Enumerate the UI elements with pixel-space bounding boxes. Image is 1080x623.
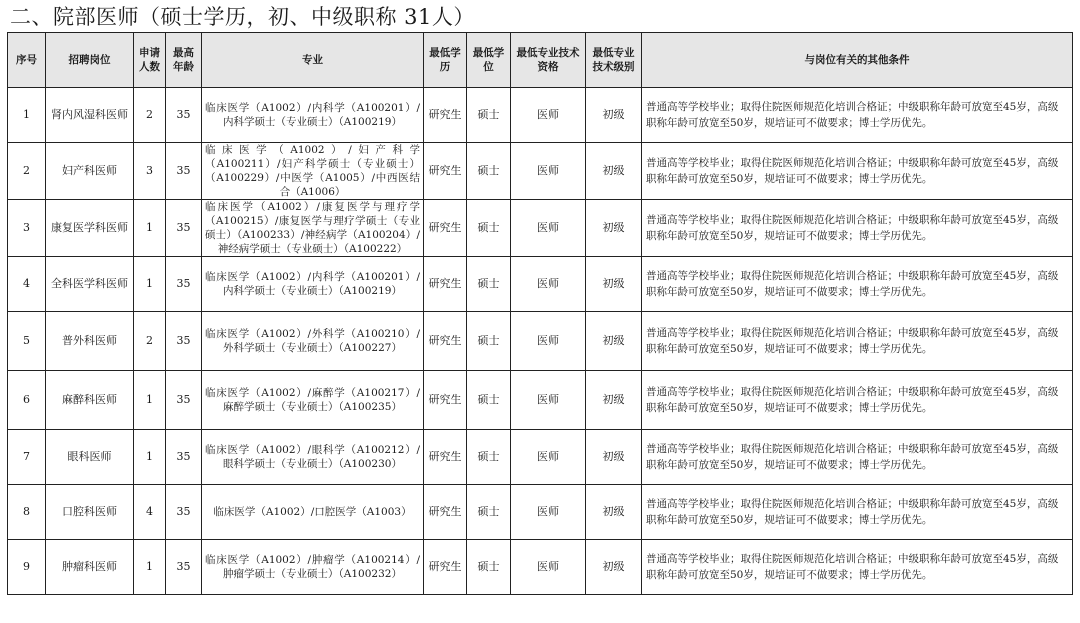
cell-degree: 硕士 [467,143,511,200]
cell-position: 肾内风湿科医师 [46,88,134,143]
cell-major: 临床医学（A1002）/眼科学（A100212）/眼科学硕士（专业硕士）（A100230） [202,430,424,485]
cell-age: 35 [166,540,202,595]
table-header-row [8,33,1073,88]
cell-other: 普通高等学校毕业；取得住院医师规范化培训合格证；中级职称年龄可放宽至45岁，高级职称年龄可放宽至50岁，规培证可不做要求；博士学历优先。 [642,371,1073,430]
recruitment-table [7,32,1073,595]
cell-other: 普通高等学校毕业；取得住院医师规范化培训合格证；中级职称年龄可放宽至45岁，高级职称年龄可放宽至50岁，规培证可不做要求；博士学历优先。 [642,430,1073,485]
cell-position: 麻醉科医师 [46,371,134,430]
header-seq: 序号 [8,33,46,88]
cell-degree: 硕士 [467,485,511,540]
table-row [8,371,1073,430]
cell-other: 普通高等学校毕业；取得住院医师规范化培训合格证；中级职称年龄可放宽至45岁，高级职称年龄可放宽至50岁，规培证可不做要求；博士学历优先。 [642,200,1073,257]
cell-seq: 3 [8,200,46,257]
table-row [8,200,1073,257]
cell-degree: 硕士 [467,257,511,312]
cell-education: 研究生 [424,312,467,371]
cell-qualification: 医师 [511,312,586,371]
cell-seq: 8 [8,485,46,540]
header-education: 最低学历 [424,33,467,88]
cell-degree: 硕士 [467,312,511,371]
cell-major: 临床医学（A1002）/肿瘤学（A100214）/肿瘤学硕士（专业硕士）（A100232） [202,540,424,595]
table-row [8,540,1073,595]
cell-degree: 硕士 [467,430,511,485]
cell-education: 研究生 [424,200,467,257]
cell-education: 研究生 [424,485,467,540]
header-qualification: 最低专业技术资格 [511,33,586,88]
cell-level: 初级 [586,540,642,595]
cell-education: 研究生 [424,257,467,312]
cell-other: 普通高等学校毕业；取得住院医师规范化培训合格证；中级职称年龄可放宽至45岁，高级职称年龄可放宽至50岁，规培证可不做要求；博士学历优先。 [642,143,1073,200]
cell-level: 初级 [586,485,642,540]
table-row [8,143,1073,200]
cell-seq: 5 [8,312,46,371]
cell-level: 初级 [586,143,642,200]
cell-other: 普通高等学校毕业；取得住院医师规范化培训合格证；中级职称年龄可放宽至45岁，高级职称年龄可放宽至50岁，规培证可不做要求；博士学历优先。 [642,312,1073,371]
page-title: 二、院部医师（硕士学历，初、中级职称 31人） [10,5,475,29]
cell-position: 全科医学科医师 [46,257,134,312]
cell-position: 肿瘤科医师 [46,540,134,595]
cell-seq: 1 [8,88,46,143]
cell-seq: 7 [8,430,46,485]
cell-age: 35 [166,430,202,485]
cell-count: 1 [134,540,166,595]
table-body [8,88,1073,595]
cell-major: 临床医学（A1002）/康复医学与理疗学（A100215）/康复医学与理疗学硕士（专业硕士）（A100233）/神经病学（A100204）/神经病学硕士（专业硕士）（A100222） [202,200,424,257]
cell-count: 1 [134,257,166,312]
cell-seq: 4 [8,257,46,312]
cell-age: 35 [166,257,202,312]
cell-count: 1 [134,200,166,257]
cell-qualification: 医师 [511,540,586,595]
cell-position: 妇产科医师 [46,143,134,200]
cell-age: 35 [166,371,202,430]
header-count: 申请人数 [134,33,166,88]
cell-position: 普外科医师 [46,312,134,371]
cell-degree: 硕士 [467,371,511,430]
cell-qualification: 医师 [511,143,586,200]
cell-age: 35 [166,88,202,143]
cell-qualification: 医师 [511,371,586,430]
table-row [8,257,1073,312]
cell-education: 研究生 [424,143,467,200]
cell-degree: 硕士 [467,200,511,257]
cell-other: 普通高等学校毕业；取得住院医师规范化培训合格证；中级职称年龄可放宽至45岁，高级职称年龄可放宽至50岁，规培证可不做要求；博士学历优先。 [642,485,1073,540]
cell-degree: 硕士 [467,88,511,143]
cell-education: 研究生 [424,430,467,485]
cell-level: 初级 [586,371,642,430]
cell-count: 1 [134,430,166,485]
cell-qualification: 医师 [511,257,586,312]
cell-level: 初级 [586,200,642,257]
cell-qualification: 医师 [511,200,586,257]
cell-other: 普通高等学校毕业；取得住院医师规范化培训合格证；中级职称年龄可放宽至45岁，高级职称年龄可放宽至50岁，规培证可不做要求；博士学历优先。 [642,540,1073,595]
header-degree: 最低学位 [467,33,511,88]
cell-level: 初级 [586,88,642,143]
cell-major: 临床医学（A1002）/内科学（A100201）/内科学硕士（专业硕士）（A100219） [202,88,424,143]
cell-qualification: 医师 [511,485,586,540]
cell-education: 研究生 [424,540,467,595]
cell-seq: 2 [8,143,46,200]
cell-education: 研究生 [424,371,467,430]
cell-seq: 9 [8,540,46,595]
cell-level: 初级 [586,430,642,485]
cell-count: 4 [134,485,166,540]
cell-level: 初级 [586,257,642,312]
cell-position: 口腔科医师 [46,485,134,540]
cell-major: 临床医学（A1002）/口腔医学（A1003） [202,485,424,540]
cell-age: 35 [166,485,202,540]
cell-major: 临床医学（A1002）/妇产科学（A100211）/妇产科学硕士（专业硕士）（A100229）/中医学（A1005）/中西医结合（A1006） [202,143,424,200]
cell-age: 35 [166,200,202,257]
cell-count: 3 [134,143,166,200]
header-major: 专业 [202,33,424,88]
table-row [8,88,1073,143]
header-other: 与岗位有关的其他条件 [642,33,1073,88]
cell-major: 临床医学（A1002）/麻醉学（A100217）/麻醉学硕士（专业硕士）（A100235） [202,371,424,430]
cell-position: 眼科医师 [46,430,134,485]
cell-age: 35 [166,143,202,200]
cell-major: 临床医学（A1002）/内科学（A100201）/内科学硕士（专业硕士）（A100219） [202,257,424,312]
cell-position: 康复医学科医师 [46,200,134,257]
cell-major: 临床医学（A1002）/外科学（A100210）/外科学硕士（专业硕士）（A100227） [202,312,424,371]
cell-qualification: 医师 [511,88,586,143]
table-row [8,430,1073,485]
header-level: 最低专业技术级别 [586,33,642,88]
cell-count: 1 [134,371,166,430]
cell-education: 研究生 [424,88,467,143]
cell-count: 2 [134,88,166,143]
cell-age: 35 [166,312,202,371]
header-position: 招聘岗位 [46,33,134,88]
header-age: 最高年龄 [166,33,202,88]
cell-count: 2 [134,312,166,371]
cell-qualification: 医师 [511,430,586,485]
table-row [8,485,1073,540]
table-row [8,312,1073,371]
cell-degree: 硕士 [467,540,511,595]
cell-other: 普通高等学校毕业；取得住院医师规范化培训合格证；中级职称年龄可放宽至45岁，高级职称年龄可放宽至50岁，规培证可不做要求；博士学历优先。 [642,257,1073,312]
cell-other: 普通高等学校毕业；取得住院医师规范化培训合格证；中级职称年龄可放宽至45岁，高级职称年龄可放宽至50岁，规培证可不做要求；博士学历优先。 [642,88,1073,143]
cell-level: 初级 [586,312,642,371]
cell-seq: 6 [8,371,46,430]
